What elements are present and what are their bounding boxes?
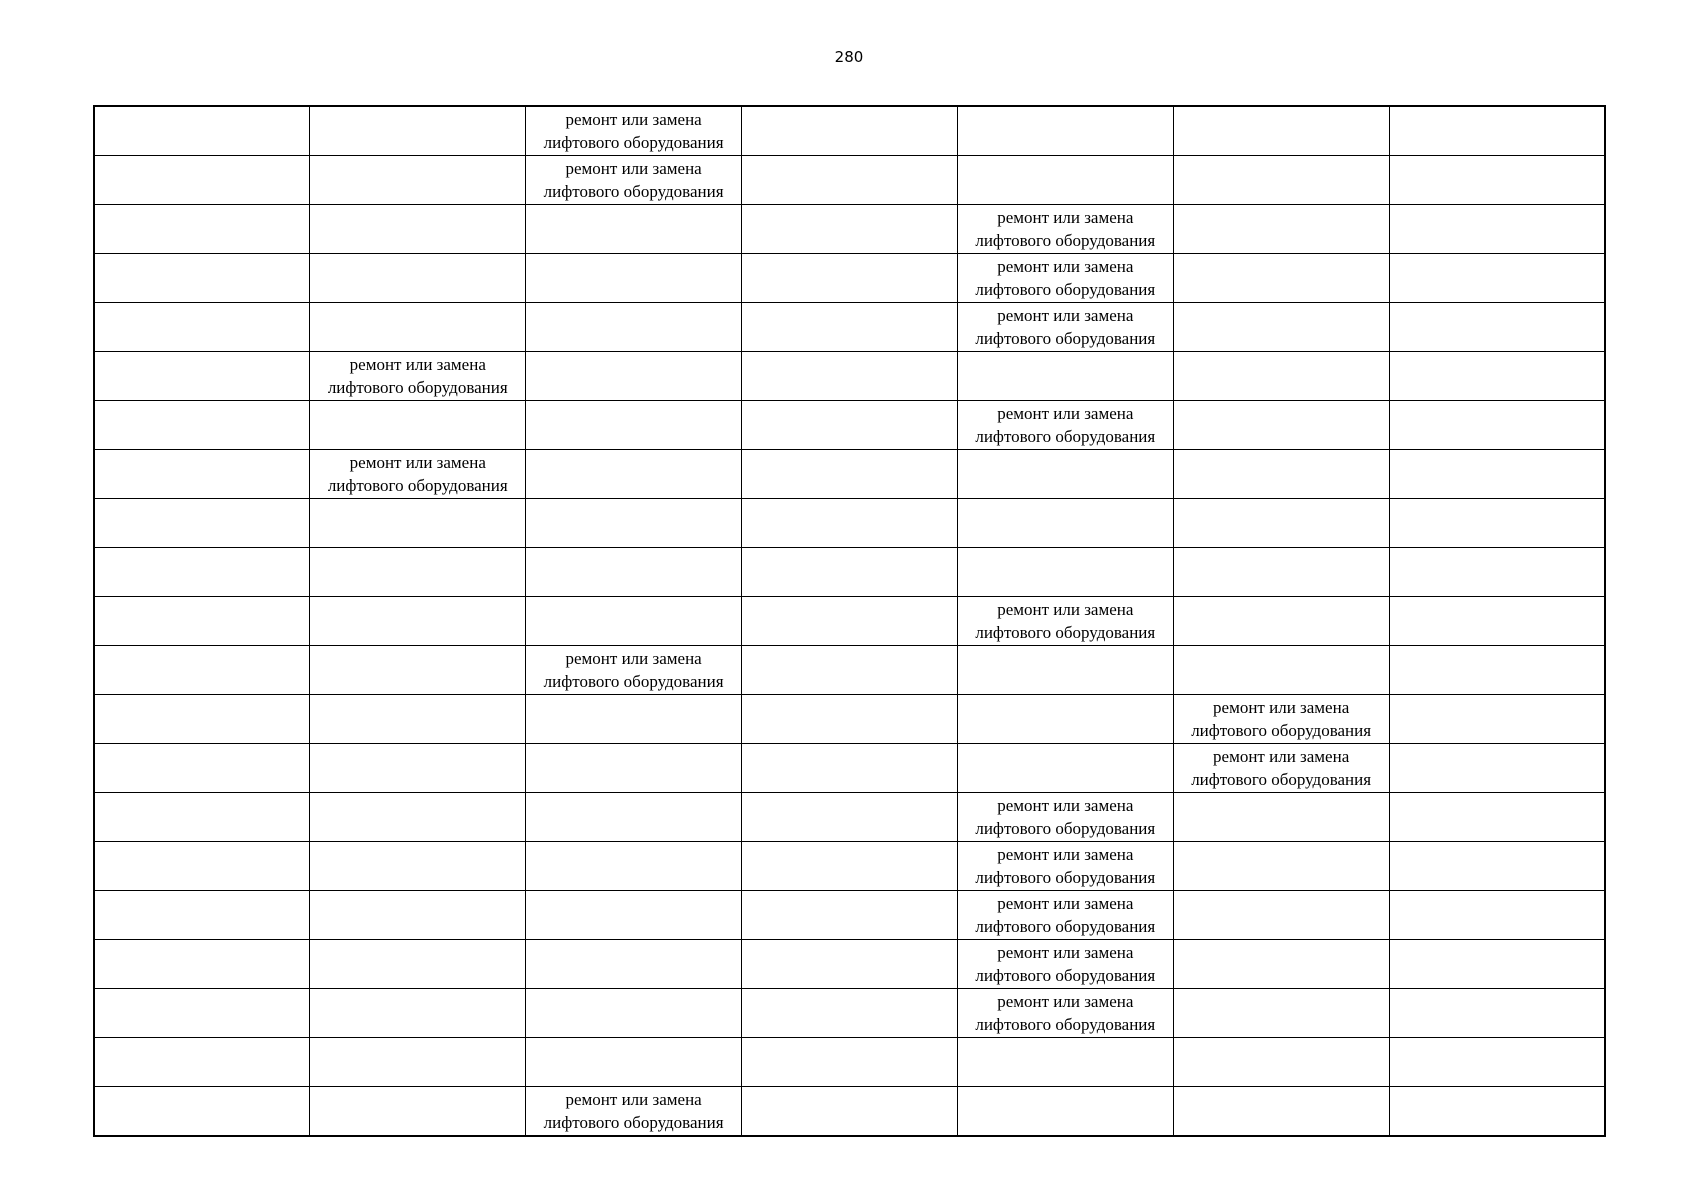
- table-cell: [310, 548, 526, 597]
- table-cell: [1173, 303, 1389, 352]
- table-cell: [742, 940, 958, 989]
- table-row: [94, 1038, 1605, 1087]
- table-cell: [742, 891, 958, 940]
- table-cell: [957, 352, 1173, 401]
- table-cell: [957, 1087, 1173, 1137]
- table-row: [94, 106, 1605, 156]
- table-cell: [742, 842, 958, 891]
- table-cell: [957, 303, 1173, 352]
- cell-text: ремонт или замена лифтового оборудования: [975, 796, 1156, 838]
- table-row: [94, 352, 1605, 401]
- table-cell: [526, 597, 742, 646]
- cell-text: ремонт или замена лифтового оборудования: [975, 845, 1156, 887]
- table-cell: [957, 401, 1173, 450]
- table-row: [94, 548, 1605, 597]
- cell-text: ремонт или замена лифтового оборудования: [543, 159, 724, 201]
- table-cell: [742, 695, 958, 744]
- table-cell: [310, 695, 526, 744]
- table-cell: [742, 352, 958, 401]
- table-cell: [94, 156, 310, 205]
- table-cell: [94, 695, 310, 744]
- table-cell: [94, 548, 310, 597]
- table-cell: [1389, 940, 1605, 989]
- cell-text: ремонт или замена лифтового оборудования: [543, 110, 724, 152]
- table-cell: [1173, 205, 1389, 254]
- table-cell: [957, 254, 1173, 303]
- table-cell: [94, 1038, 310, 1087]
- table-cell: [1389, 156, 1605, 205]
- table-cell: [94, 744, 310, 793]
- table-cell: [94, 842, 310, 891]
- table-cell: [310, 254, 526, 303]
- table-cell: [742, 548, 958, 597]
- table-cell: [1173, 842, 1389, 891]
- table-cell: [1173, 597, 1389, 646]
- cell-text: ремонт или замена лифтового оборудования: [1191, 747, 1372, 789]
- table-cell: [526, 989, 742, 1038]
- table-cell: [94, 891, 310, 940]
- table-cell: [742, 597, 958, 646]
- table-cell: [94, 205, 310, 254]
- table-cell: [1173, 450, 1389, 499]
- table-cell: [310, 156, 526, 205]
- table-cell: [742, 303, 958, 352]
- table-cell: [310, 989, 526, 1038]
- table-cell: [1389, 793, 1605, 842]
- table-cell: [1173, 1087, 1389, 1137]
- table-cell: [1389, 499, 1605, 548]
- table-row: [94, 450, 1605, 499]
- table-cell: [526, 842, 742, 891]
- table-cell: [1173, 793, 1389, 842]
- table-cell: [1389, 695, 1605, 744]
- cell-text: ремонт или замена лифтового оборудования: [543, 1090, 724, 1132]
- table-cell: [94, 303, 310, 352]
- table-cell: [94, 401, 310, 450]
- cell-text: ремонт или замена лифтового оборудования: [543, 649, 724, 691]
- table-cell: [526, 205, 742, 254]
- table-cell: [526, 106, 742, 156]
- table-cell: [94, 597, 310, 646]
- table-cell: [957, 205, 1173, 254]
- table-row: [94, 499, 1605, 548]
- table-cell: [526, 401, 742, 450]
- table-cell: [1173, 989, 1389, 1038]
- table-row: [94, 695, 1605, 744]
- cell-text: ремонт или замена лифтового оборудования: [975, 943, 1156, 985]
- table-row: [94, 744, 1605, 793]
- table-cell: [957, 842, 1173, 891]
- table-cell: [957, 646, 1173, 695]
- table-row: [94, 989, 1605, 1038]
- table-cell: [1389, 106, 1605, 156]
- table-cell: [742, 499, 958, 548]
- table-cell: [310, 744, 526, 793]
- table-cell: [1173, 744, 1389, 793]
- table-cell: [957, 548, 1173, 597]
- table-cell: [1173, 646, 1389, 695]
- table-body: [94, 106, 1605, 1136]
- table-cell: [94, 989, 310, 1038]
- table-cell: [1173, 940, 1389, 989]
- table-cell: [1389, 1087, 1605, 1137]
- table-cell: [526, 156, 742, 205]
- table-cell: [310, 205, 526, 254]
- table-row: [94, 891, 1605, 940]
- cell-text: ремонт или замена лифтового оборудования: [327, 453, 508, 495]
- table-cell: [94, 450, 310, 499]
- table-cell: [742, 646, 958, 695]
- table-row: [94, 254, 1605, 303]
- table-cell: [1173, 695, 1389, 744]
- table-cell: [1173, 156, 1389, 205]
- table-cell: [742, 450, 958, 499]
- table-cell: [1389, 450, 1605, 499]
- table-cell: [310, 1087, 526, 1137]
- table-cell: [1173, 891, 1389, 940]
- table-cell: [526, 499, 742, 548]
- table-cell: [526, 646, 742, 695]
- table-cell: [1173, 548, 1389, 597]
- table-cell: [1173, 352, 1389, 401]
- cell-text: ремонт или замена лифтового оборудования: [975, 404, 1156, 446]
- table-cell: [94, 352, 310, 401]
- table-cell: [310, 1038, 526, 1087]
- table-row: [94, 205, 1605, 254]
- table-cell: [310, 401, 526, 450]
- work-schedule-table: [93, 105, 1606, 1137]
- table-cell: [310, 646, 526, 695]
- table-cell: [957, 106, 1173, 156]
- table-cell: [526, 548, 742, 597]
- page-number: 280: [834, 48, 864, 66]
- cell-text: ремонт или замена лифтового оборудования: [327, 355, 508, 397]
- table-cell: [526, 940, 742, 989]
- table-cell: [957, 597, 1173, 646]
- table-cell: [310, 499, 526, 548]
- table-cell: [526, 695, 742, 744]
- table-cell: [526, 352, 742, 401]
- table-cell: [742, 744, 958, 793]
- table-row: [94, 597, 1605, 646]
- table-cell: [957, 940, 1173, 989]
- table-cell: [526, 1038, 742, 1087]
- table-cell: [1389, 254, 1605, 303]
- cell-text: ремонт или замена лифтового оборудования: [975, 257, 1156, 299]
- table-row: [94, 842, 1605, 891]
- table-cell: [1389, 989, 1605, 1038]
- table-cell: [1389, 548, 1605, 597]
- table-cell: [742, 1087, 958, 1137]
- table-cell: [310, 891, 526, 940]
- cell-text: ремонт или замена лифтового оборудования: [975, 600, 1156, 642]
- table-cell: [94, 106, 310, 156]
- cell-text: ремонт или замена лифтового оборудования: [975, 208, 1156, 250]
- table-cell: [94, 793, 310, 842]
- table-cell: [310, 842, 526, 891]
- table-cell: [1389, 891, 1605, 940]
- table-row: [94, 1087, 1605, 1137]
- table-cell: [526, 1087, 742, 1137]
- table-cell: [526, 744, 742, 793]
- table-cell: [1173, 499, 1389, 548]
- cell-text: ремонт или замена лифтового оборудования: [975, 306, 1156, 348]
- table-cell: [526, 450, 742, 499]
- table-cell: [957, 744, 1173, 793]
- table-cell: [1389, 352, 1605, 401]
- table-cell: [310, 940, 526, 989]
- table-cell: [957, 891, 1173, 940]
- table-cell: [742, 254, 958, 303]
- table-cell: [1389, 205, 1605, 254]
- table-cell: [957, 695, 1173, 744]
- table-cell: [1389, 646, 1605, 695]
- table-cell: [310, 352, 526, 401]
- table-cell: [742, 156, 958, 205]
- cell-text: ремонт или замена лифтового оборудования: [975, 992, 1156, 1034]
- cell-text: ремонт или замена лифтового оборудования: [1191, 698, 1372, 740]
- table-cell: [310, 106, 526, 156]
- table-cell: [957, 1038, 1173, 1087]
- table-cell: [526, 303, 742, 352]
- table-cell: [310, 303, 526, 352]
- table-cell: [1389, 1038, 1605, 1087]
- table-cell: [526, 254, 742, 303]
- table-cell: [957, 499, 1173, 548]
- table-cell: [1173, 401, 1389, 450]
- table-cell: [742, 1038, 958, 1087]
- table-row: [94, 940, 1605, 989]
- table-cell: [94, 940, 310, 989]
- table-cell: [1173, 254, 1389, 303]
- table-cell: [94, 646, 310, 695]
- table-cell: [957, 989, 1173, 1038]
- table-cell: [94, 499, 310, 548]
- table-cell: [526, 891, 742, 940]
- table-row: [94, 401, 1605, 450]
- table-cell: [94, 254, 310, 303]
- table-cell: [742, 793, 958, 842]
- table-cell: [1389, 401, 1605, 450]
- table-cell: [1389, 744, 1605, 793]
- table-cell: [1173, 1038, 1389, 1087]
- table-row: [94, 646, 1605, 695]
- table-cell: [310, 450, 526, 499]
- table-cell: [1173, 106, 1389, 156]
- table-cell: [1389, 303, 1605, 352]
- table-cell: [742, 205, 958, 254]
- cell-text: ремонт или замена лифтового оборудования: [975, 894, 1156, 936]
- table-cell: [1389, 842, 1605, 891]
- table-row: [94, 793, 1605, 842]
- table-cell: [957, 156, 1173, 205]
- table-cell: [310, 597, 526, 646]
- table-cell: [526, 793, 742, 842]
- table-cell: [957, 450, 1173, 499]
- table-row: [94, 156, 1605, 205]
- table-cell: [742, 106, 958, 156]
- table-cell: [94, 1087, 310, 1137]
- table-row: [94, 303, 1605, 352]
- table-cell: [310, 793, 526, 842]
- table-cell: [742, 401, 958, 450]
- table-cell: [742, 989, 958, 1038]
- table-cell: [1389, 597, 1605, 646]
- table-cell: [957, 793, 1173, 842]
